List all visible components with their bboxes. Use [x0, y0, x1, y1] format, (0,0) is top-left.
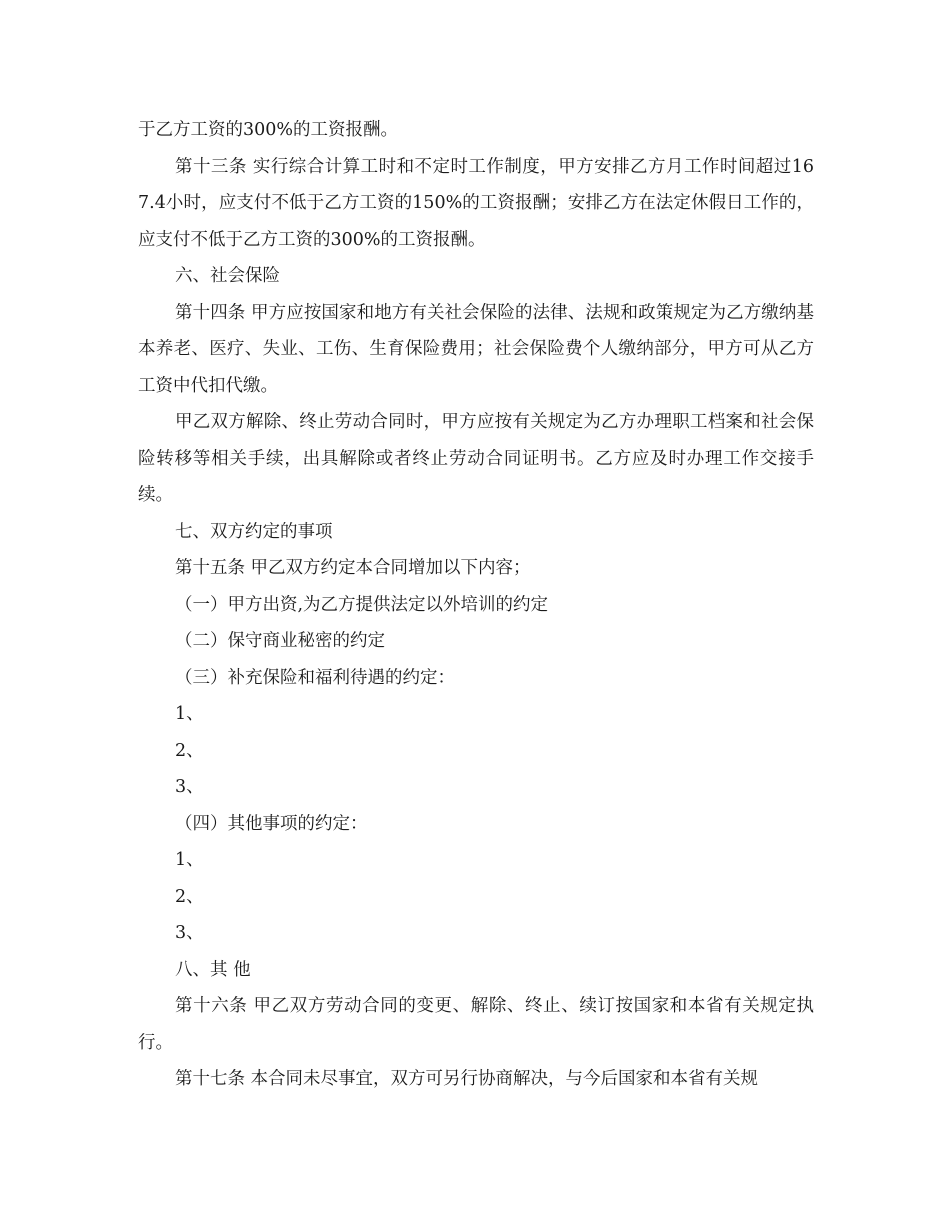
list-item-trade-secrets: （二）保守商业秘密的约定 — [175, 631, 385, 651]
blank-item-1: 1、 — [175, 850, 204, 870]
article-13: 第十三条 实行综合计算工时和不定时工作制度，甲方安排乙方月工作时间超过167.4小时，应支付不低于乙方工资的150%的工资报酬；安排乙方在法定休假日工作的，应支付不低于乙方工资的300%的工资报酬。 — [138, 156, 814, 250]
blank-item-2: 2、 — [175, 886, 204, 907]
paragraph-continuation: 于乙方工资的300%的工资报酬。 — [138, 120, 399, 140]
blank-item-2: 2、 — [175, 740, 204, 761]
document-body — [138, 112, 814, 1098]
blank-item-3: 3、 — [175, 923, 204, 943]
section-heading-social-insurance: 六、社会保险 — [175, 266, 280, 286]
section-heading-agreed-matters: 七、双方约定的事项 — [175, 521, 333, 542]
blank-item-1: 1、 — [175, 704, 204, 724]
list-item-insurance-welfare: （三）补充保险和福利待遇的约定： — [175, 667, 455, 688]
paragraph-contract-termination: 甲乙双方解除、终止劳动合同时，甲方应按有关规定为乙方办理职工档案和社会保险转移等相关手续，出具解除或者终止劳动合同证明书。乙方应及时办理工作交接手续。 — [138, 412, 814, 505]
article-14: 第十四条 甲方应按国家和地方有关社会保险的法律、法规和政策规定为乙方缴纳基本养老、医疗、失业、工伤、生育保险费用；社会保险费个人缴纳部分，甲方可从乙方工资中代扣代缴。 — [138, 302, 814, 396]
section-heading-other: 八、其 他 — [175, 959, 251, 980]
article-15: 第十五条 甲乙双方约定本合同增加以下内容； — [175, 558, 531, 578]
list-item-other-matters: （四）其他事项的约定： — [175, 813, 368, 834]
article-17: 第十七条 本合同未尽事宜，双方可另行协商解决，与今后国家和本省有关规 — [175, 1069, 759, 1089]
article-16: 第十六条 甲乙双方劳动合同的变更、解除、终止、续订按国家和本省有关规定执行。 — [138, 996, 814, 1053]
list-item-training: （一）甲方出资,为乙方提供法定以外培训的约定 — [175, 594, 549, 615]
blank-item-3: 3、 — [175, 777, 204, 797]
